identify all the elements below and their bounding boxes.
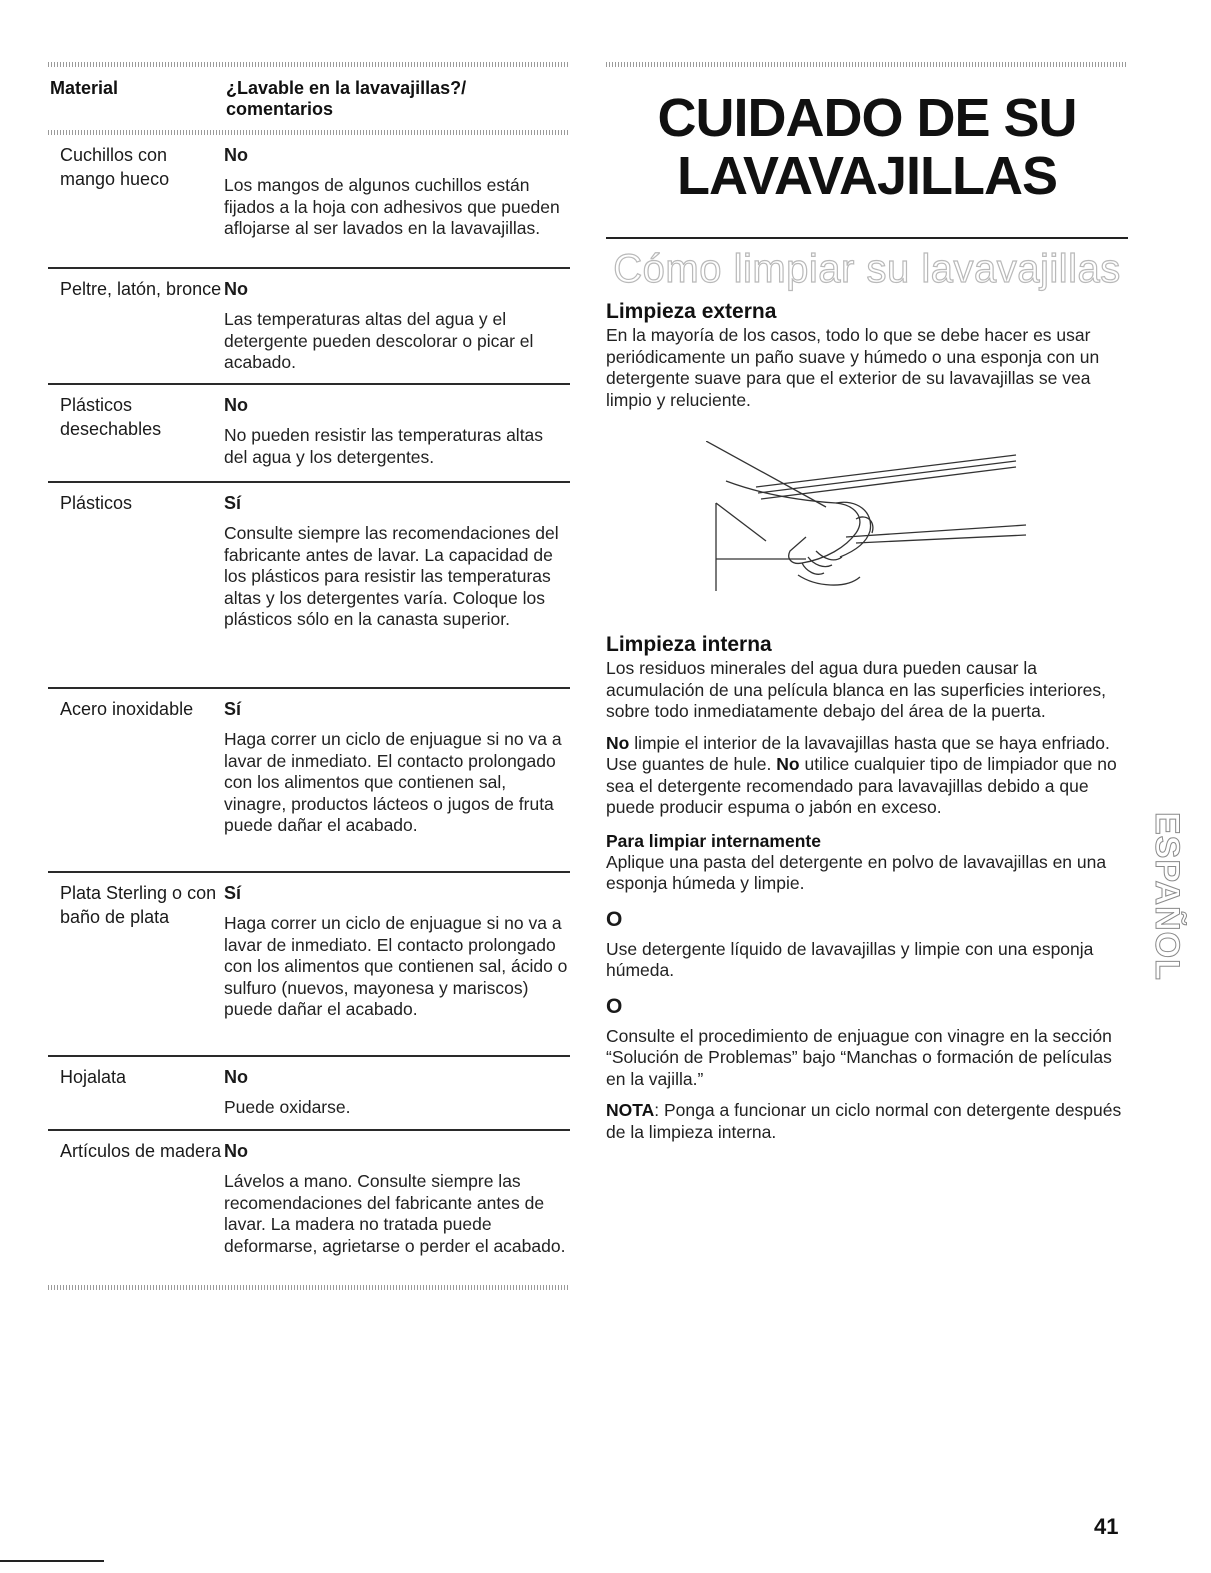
row-comment: No pueden resistir las temperaturas altas del agua y los detergentes. [224, 425, 544, 467]
row-answer: No [224, 1067, 248, 1087]
row-material: Peltre, latón, bronce [60, 279, 222, 299]
materials-table [48, 62, 570, 1290]
table-row [48, 1055, 570, 1129]
row-material: Acero inoxidable [60, 699, 194, 719]
row-comment: Haga correr un ciclo de enjuague si no va a lavar de inmediato. El contacto prolongado con los alimentos que contienen sal, ácido o sulfuro (nuevos, mayonesa y mariscos) puede dañar el acabado. [224, 913, 568, 1019]
row-comment: Puede oxidarse. [224, 1097, 351, 1117]
internal-cleaning-text: Los residuos minerales del agua dura pueden causar la acumulación de una película blanca en las superficies interiores, sobre todo inmediatamente debajo del área de la puerta. [606, 658, 1107, 721]
row-material: Cuchillos con mango hueco [60, 145, 170, 189]
note [606, 1100, 1128, 1143]
row-comment: Las temperaturas altas del agua y el detergente pueden descolorar o picar el acabado. [224, 309, 534, 372]
table-row [48, 687, 570, 871]
row-answer: Sí [224, 883, 242, 903]
table-header [48, 67, 570, 130]
table-bottom-rule [48, 1285, 570, 1290]
clean-internally-text: Aplique una pasta del detergente en polvo de lavavajillas en una esponja húmeda y limpie. [606, 851, 1107, 893]
page-title: CUIDADO DE SU LAVAVAJILLAS [657, 88, 1077, 206]
table-row [48, 1129, 570, 1283]
row-material: Plásticos [60, 493, 133, 513]
row-comment: Los mangos de algunos cuchillos están fijados a la hoja con adhesivos que pueden aflojarse al ser lavados en la lavavajillas. [224, 175, 560, 238]
note-text: : Ponga a funcionar un ciclo normal con detergente después de la limpieza interna. [606, 1100, 1122, 1142]
row-material: Plásticos desechables [60, 395, 162, 439]
row-material: Hojalata [60, 1067, 127, 1087]
alternative-1-text: Use detergente líquido de lavavajillas y limpie con una esponja húmeda. [606, 938, 1094, 980]
external-cleaning-heading: Limpieza externa [606, 300, 777, 323]
table-row [48, 267, 570, 383]
row-comment: Consulte siempre las recomendaciones del fabricante antes de lavar. La capacidad de los plásticos para resistir las temperaturas altas y los detergentes varía. Coloque los plásticos sólo en la canasta superior. [224, 523, 559, 629]
table-row [48, 481, 570, 687]
internal-cleaning-warning [606, 733, 1128, 819]
or-divider-1: O [606, 907, 623, 931]
note-label: NOTA [606, 1100, 655, 1120]
row-answer: No [224, 395, 248, 415]
footer-rule [0, 1560, 104, 1562]
row-answer: Sí [224, 699, 242, 719]
page-number: 41 [1094, 1514, 1119, 1539]
warning-no-1: No [606, 732, 630, 753]
care-section [606, 62, 1128, 1143]
alternative-2-text: Consulte el procedimiento de enjuague con vinagre en la sección “Solución de Problemas” bajo “Manchas o formación de películas en la vajilla.” [606, 1025, 1112, 1089]
row-answer: No [224, 279, 248, 299]
row-comment: Haga correr un ciclo de enjuague si no va a lavar de inmediato. El contacto prolongado con los alimentos que contienen sal, vinagre, productos lácteos o jugos de fruta puede dañar el acabado. [224, 729, 562, 835]
row-answer: No [224, 145, 248, 165]
table-row [48, 383, 570, 481]
warning-text-2: utilice cualquier tipo de limpiador que no sea el detergente recomendado para lavavajillas debido a que puede producir espuma o jabón en exceso. [606, 754, 1117, 817]
section-top-rule [606, 62, 1128, 67]
row-answer: Sí [224, 493, 242, 513]
language-side-tab [1150, 812, 1184, 1058]
side-tab-label: ESPAÑOL [1148, 812, 1186, 981]
row-answer: No [224, 1141, 248, 1161]
clean-internally-heading: Para limpiar internamente [606, 830, 821, 851]
section-subtitle: Cómo limpiar su lavavajillas [613, 247, 1121, 291]
table-row [48, 871, 570, 1055]
warning-no-2: No [776, 754, 800, 774]
internal-cleaning-heading: Limpieza interna [606, 633, 772, 656]
or-divider-2: O [606, 994, 623, 1018]
row-material: Plata Sterling o con baño de plata [60, 883, 217, 927]
header-material: Material [50, 78, 119, 98]
warning-text-1: limpie el interior de la lavavajillas hasta que se haya enfriado. Use guantes de hule. [606, 732, 1110, 774]
title-rule [606, 237, 1128, 239]
row-material: Artículos de madera [60, 1141, 222, 1161]
header-washable: ¿Lavable en la lavavajillas?/ comentarios [226, 78, 467, 119]
hand-wiping-illustration [706, 441, 1036, 601]
row-comment: Lávelos a mano. Consulte siempre las recomendaciones del fabricante antes de lavar. La madera no tratada puede deformarse, agrietarse o perder el acabado. [224, 1171, 566, 1256]
external-cleaning-text: En la mayoría de los casos, todo lo que se debe hacer es usar periódicamente un paño suave y húmedo o una esponja con un detergente suave para que el exterior de su lavavajillas se vea limpio y reluciente. [606, 325, 1100, 410]
table-row [48, 135, 570, 267]
